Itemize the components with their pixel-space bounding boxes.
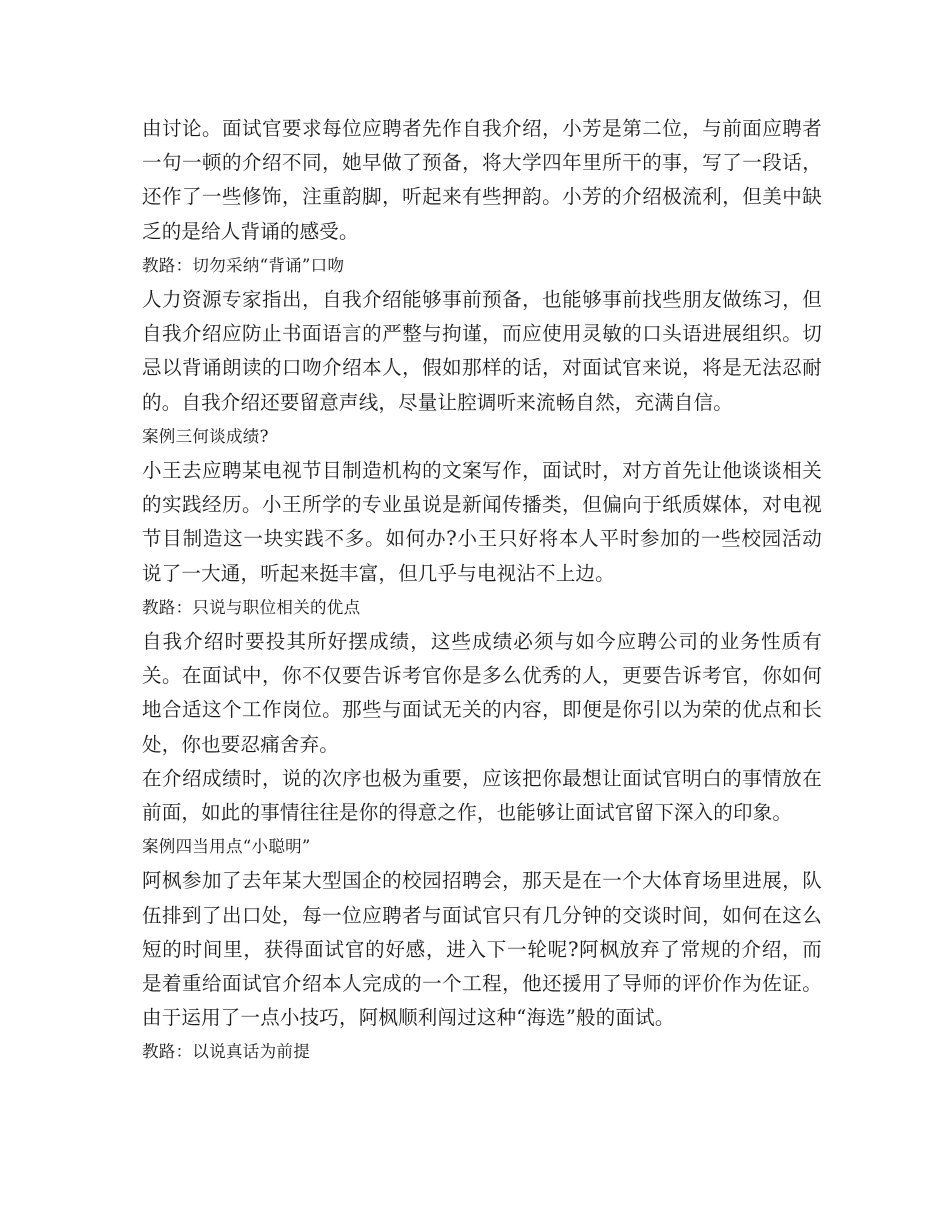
document-body: [142, 112, 822, 1070]
heading-case-three: 案例三何谈成绩?: [142, 426, 269, 446]
paragraph-relevant-achievements: 自我介绍时要投其所好摆成绩，这些成绩必须与如今应聘公司的业务性质有关。在面试中，你不仅要告诉考官你是多么优秀的人，更要告诉考官，你如何地合适这个工作岗位。那些与面试无关的内容，即便是你引以为荣的优点和长处，你也要忍痛舍弃。: [142, 630, 822, 756]
heading-tip-tell-truth: 教路：以说真话为前提: [142, 1042, 310, 1062]
paragraph-hr-expert-advice: 人力资源专家指出，自我介绍能够事前预备，也能够事前找些朋友做练习，但自我介绍应防止书面语言的严整与拘谨，而应使用灵敏的口头语进展组织。切忌以背诵朗读的口吻介绍本人，假如那样的话，对面试官来说，将是无法忍耐的。自我介绍还要留意声线，尽量让腔调听来流畅自然，充满自信。: [142, 288, 822, 414]
heading-tip-relevant-strengths: 教路：只说与职位相关的优点: [142, 597, 361, 617]
heading-case-four: 案例四当用点“小聪明”: [142, 837, 311, 857]
paragraph-order-of-achievements: 在介绍成绩时，说的次序也极为重要，应该把你最想让面试官明白的事情放在前面，如此的事情往往是你的得意之作，也能够让面试官留下深入的印象。: [142, 766, 822, 825]
paragraph-case-three-story: 小王去应聘某电视节目制造机构的文案写作，面试时，对方首先让他谈谈相关的实践经历。小王所学的专业虽说是新闻传播类，但偏向于纸质媒体，对电视节目制造这一块实践不多。如何办?小王只好将本人平时参加的一些校园活动说了一大通，听起来挺丰富，但几乎与电视沾不上边。: [142, 459, 822, 585]
paragraph-case-four-story: 阿枫参加了去年某大型国企的校园招聘会，那天是在一个大体育场里进展，队伍排到了出口处，每一位应聘者与面试官只有几分钟的交谈时间，如何在这么短的时间里，获得面试官的好感，进入下一轮呢?阿枫放弃了常规的介绍，而是着重给面试官介绍本人完成的一个工程，他还援用了导师的评价作为佐证。由于运用了一点小技巧，阿枫顺利闯过这种“海选”般的面试。: [142, 869, 822, 1030]
heading-tip-no-recitation: 教路：切勿采纳“背诵”口吻: [142, 255, 345, 275]
paragraph-intro-continued: 由讨论。面试官要求每位应聘者先作自我介绍，小芳是第二位，与前面应聘者一句一顿的介绍不同，她早做了预备，将大学四年里所干的事，写了一段话，还作了一些修饰，注重韵脚，听起来有些押韵。小芳的介绍极流利，但美中缺乏的是给人背诵的感受。: [142, 117, 822, 243]
